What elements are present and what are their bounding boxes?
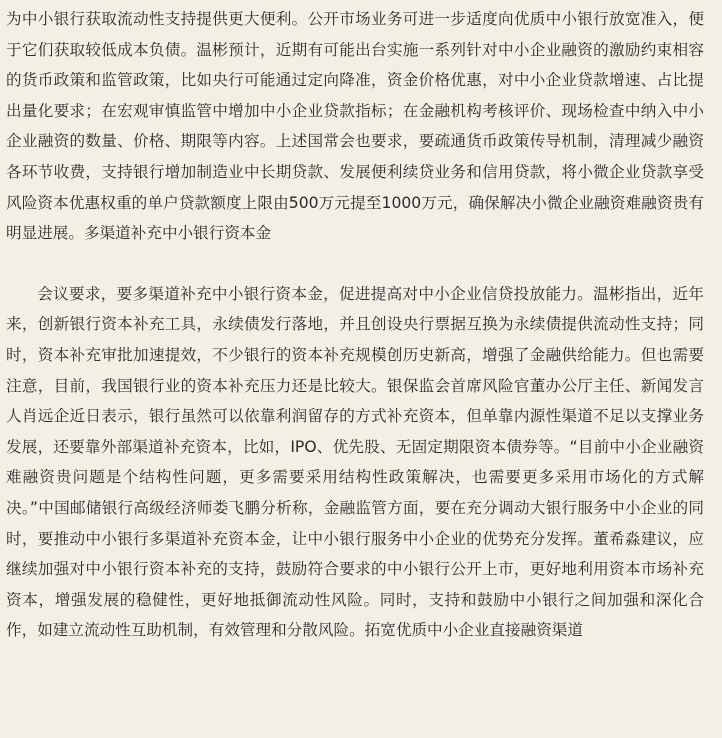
article-paragraph-2: 会议要求，要多渠道补充中小银行资本金，促进提高对中小企业信贷投放能力。温彬指出，近年来，创新银行资本补充工具，永续债发行落地，并且创设央行票据互换为永续债提供流动性支持；同时，资本补充审批加速提效，不少银行的资本补充规模创历史新高，增强了金融供给能力。但也需要注意，目前，我国银行业的资本补充压力还是比较大。银保监会首席风险官董办公厅主任、新闻发言人肖远企近日表示，银行虽然可以依靠利润留存的方式补充资本，但单靠内源性渠道不足以支撑业务发展，还要靠外部渠道补充资本，比如，IPO、优先股、无固定期限资本债券等。“目前中小企业融资难融资贵问题是个结构性问题，更多需要采用结构性政策解决，也需要更多采用市场化的方式解决。”中国邮储银行高级经济师娄飞鹏分析称，金融监管方面，要在充分调动大银行服务中小企业的同时，要推动中小银行多渠道补充资本金，让中小银行服务中小企业的优势充分发挥。董希淼建议，应继续加强对中小银行资本补充的支持，鼓励符合要求的中小银行公开上市，更好地利用资本市场补充资本，增强发展的稳健性，更好地抵御流动性风险。同时，支持和鼓励中小银行之间加强和深化合作，如建立流动性互助机制，有效管理和分散风险。拓宽优质中小企业直接融资渠道: [6, 284, 704, 640]
article-paragraph-1: 为中小银行获取流动性支持提供更大便利。公开市场业务可进一步适度向优质中小银行放宽准入，便于它们获取较低成本负债。温彬预计，近期有可能出台实施一系列针对中小企业融资的激励约束相容的货币政策和监管政策，比如央行可能通过定向降准，资金价格优惠，对中小企业贷款增速、占比提出量化要求；在宏观审慎监管中增加中小企业贷款指标；在金融机构考核评价、现场检查中纳入中小企业融资的数量、价格、期限等内容。上述国常会也要求，要疏通货币政策传导机制，清理减少融资各环节收费，支持银行增加制造业中长期贷款、发展便利续贷业务和信用贷款，将小微企业贷款享受风险资本优惠权重的单户贷款额度上限由500万元提至1000万元，确保解决小微企业融资难融资贵有明显进展。多渠道补充中小银行资本金: [6, 10, 704, 243]
